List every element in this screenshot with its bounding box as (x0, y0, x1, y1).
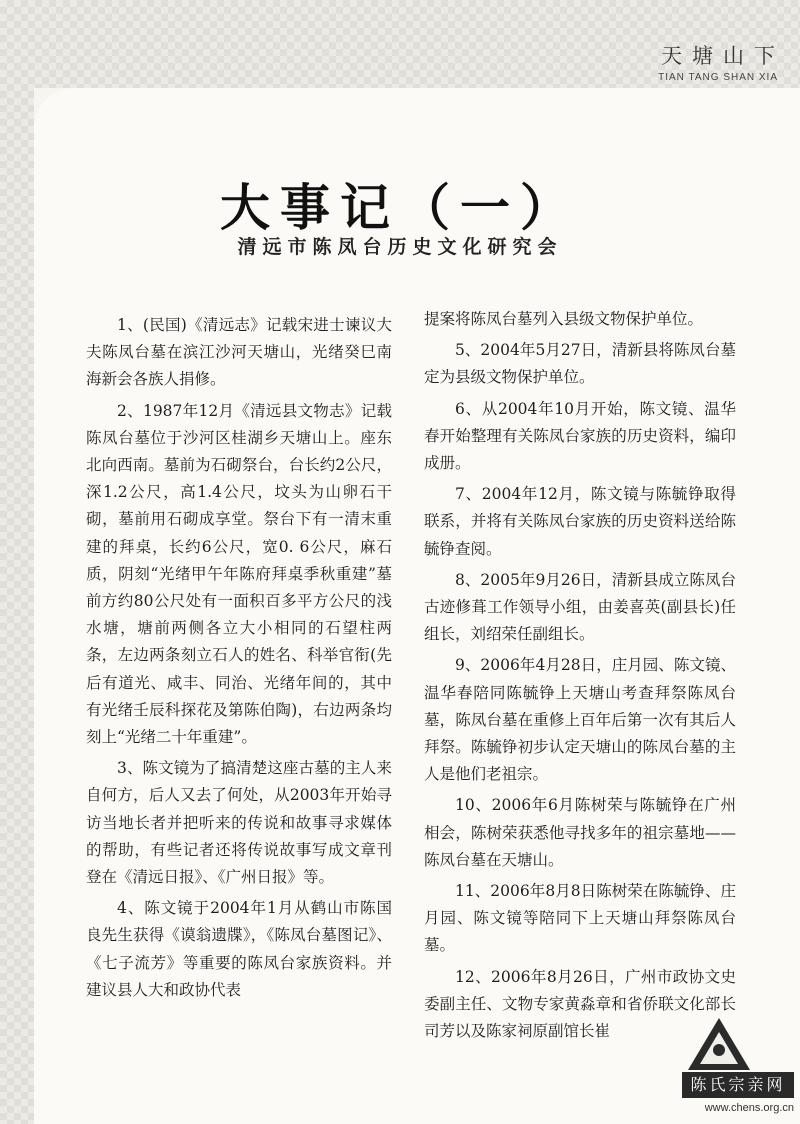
running-header (658, 40, 786, 83)
running-header-en: TIAN TANG SHAN XIA (658, 72, 778, 83)
entry-12: 12、2006年8月26日，广州市政协文史委副主任、文物专家黄淼章和省侨联文化部长司芳以及陈家祠原副馆长崔 (424, 967, 736, 1041)
entry-9: 9、2006年4月28日，庄月园、陈文镜、温华春陪同陈毓铮上天塘山考查拜祭陈凤台墓，陈凤台墓在重修上百年后第一次有其后人拜祭。陈毓铮初步认定天塘山的陈凤台墓的主人是他们老祖宗。 (424, 656, 736, 784)
mountain-logo-icon (684, 1014, 754, 1072)
entry-10: 10、2006年6月陈树荣与陈毓铮在广州相会，陈树荣获悉他寻找多年的祖宗墓地——陈凤台墓在天塘山。 (424, 796, 736, 869)
left-column (86, 312, 392, 1004)
entry-5: 5、2004年5月27日，清新县将陈凤台墓定为县级文物保护单位。 (424, 341, 736, 387)
entry-6: 6、从2004年10月开始，陈文镜、温华春开始整理有关陈凤台家族的历史资料，编印成册。 (424, 399, 736, 473)
entry-1: 1、(民国)《清远志》记载宋进士谏议大夫陈凤台墓在滨江沙河天塘山，光绪癸巳南海新会各族人捐修。 (86, 316, 392, 389)
running-header-cn: 天塘山下 (661, 44, 786, 68)
entry-3: 3、陈文镜为了搞清楚这座古墓的主人来自何方，后人又去了何处，从2003年开始寻访当地长者并把听来的传说和故事寻求媒体的帮助，有些记者还将传说故事写成文章刊登在《清远日报》、《广州日报》等。 (86, 759, 392, 887)
entry-8: 8、2005年9月26日，清新县成立陈凤台古迹修葺工作领导小组，由姜喜英(副县长)任组长，刘绍荣任副组长。 (424, 570, 736, 644)
watermark-url: www.chens.org.cn (704, 1102, 794, 1114)
article-title: 大事记（一） (220, 179, 580, 237)
watermark-brand: 陈氏宗亲网 (682, 1072, 794, 1098)
entry-11: 11、2006年8月8日陈树荣在陈毓铮、庄月园、陈文镜等陪同下上天塘山拜祭陈凤台墓。 (424, 882, 736, 955)
entry-2: 2、1987年12月《清远县文物志》记载陈凤台墓位于沙河区桂湖乡天塘山上。座东北向西南。墓前为石砌祭台，台长约2公尺，深1.2公尺，高1.4公尺，坟头为山卵石干砌，墓前用石砌成享堂。祭台下有一清末重建的拜桌，长约6公尺，宽0. 6公尺，麻石质，阴刻“光绪甲午年陈府拜桌季秋重建”墓前方约80公尺处有一面积百多平方公尺的浅水塘，塘前两侧各立大小相同的石望柱两条，左边两条刻立石人的姓名、科举官衔(先后有道光、咸丰、同治、光绪年间的，其中有光绪壬辰科探花及第陈伯陶)，右边两条均刻上“光绪二十年重建”。 (86, 401, 392, 747)
entry-7: 7、2004年12月，陈文镜与陈毓铮取得联系，并将有关陈凤台家族的历史资料送给陈毓铮查阅。 (424, 485, 736, 558)
entry-4: 4、陈文镜于2004年1月从鹤山市陈国良先生获得《谟翁遗牒》，《陈凤台墓图记》、《七子流芳》等重要的陈凤台家族资料。并建议县人大和政协代表 (86, 899, 392, 999)
site-watermark (670, 1014, 800, 1124)
entry-4-continued: 提案将陈凤台墓列入县级文物保护单位。 (424, 310, 704, 328)
right-column (424, 306, 736, 1045)
article-author: 清远市陈凤台历史文化研究会 (237, 236, 563, 258)
